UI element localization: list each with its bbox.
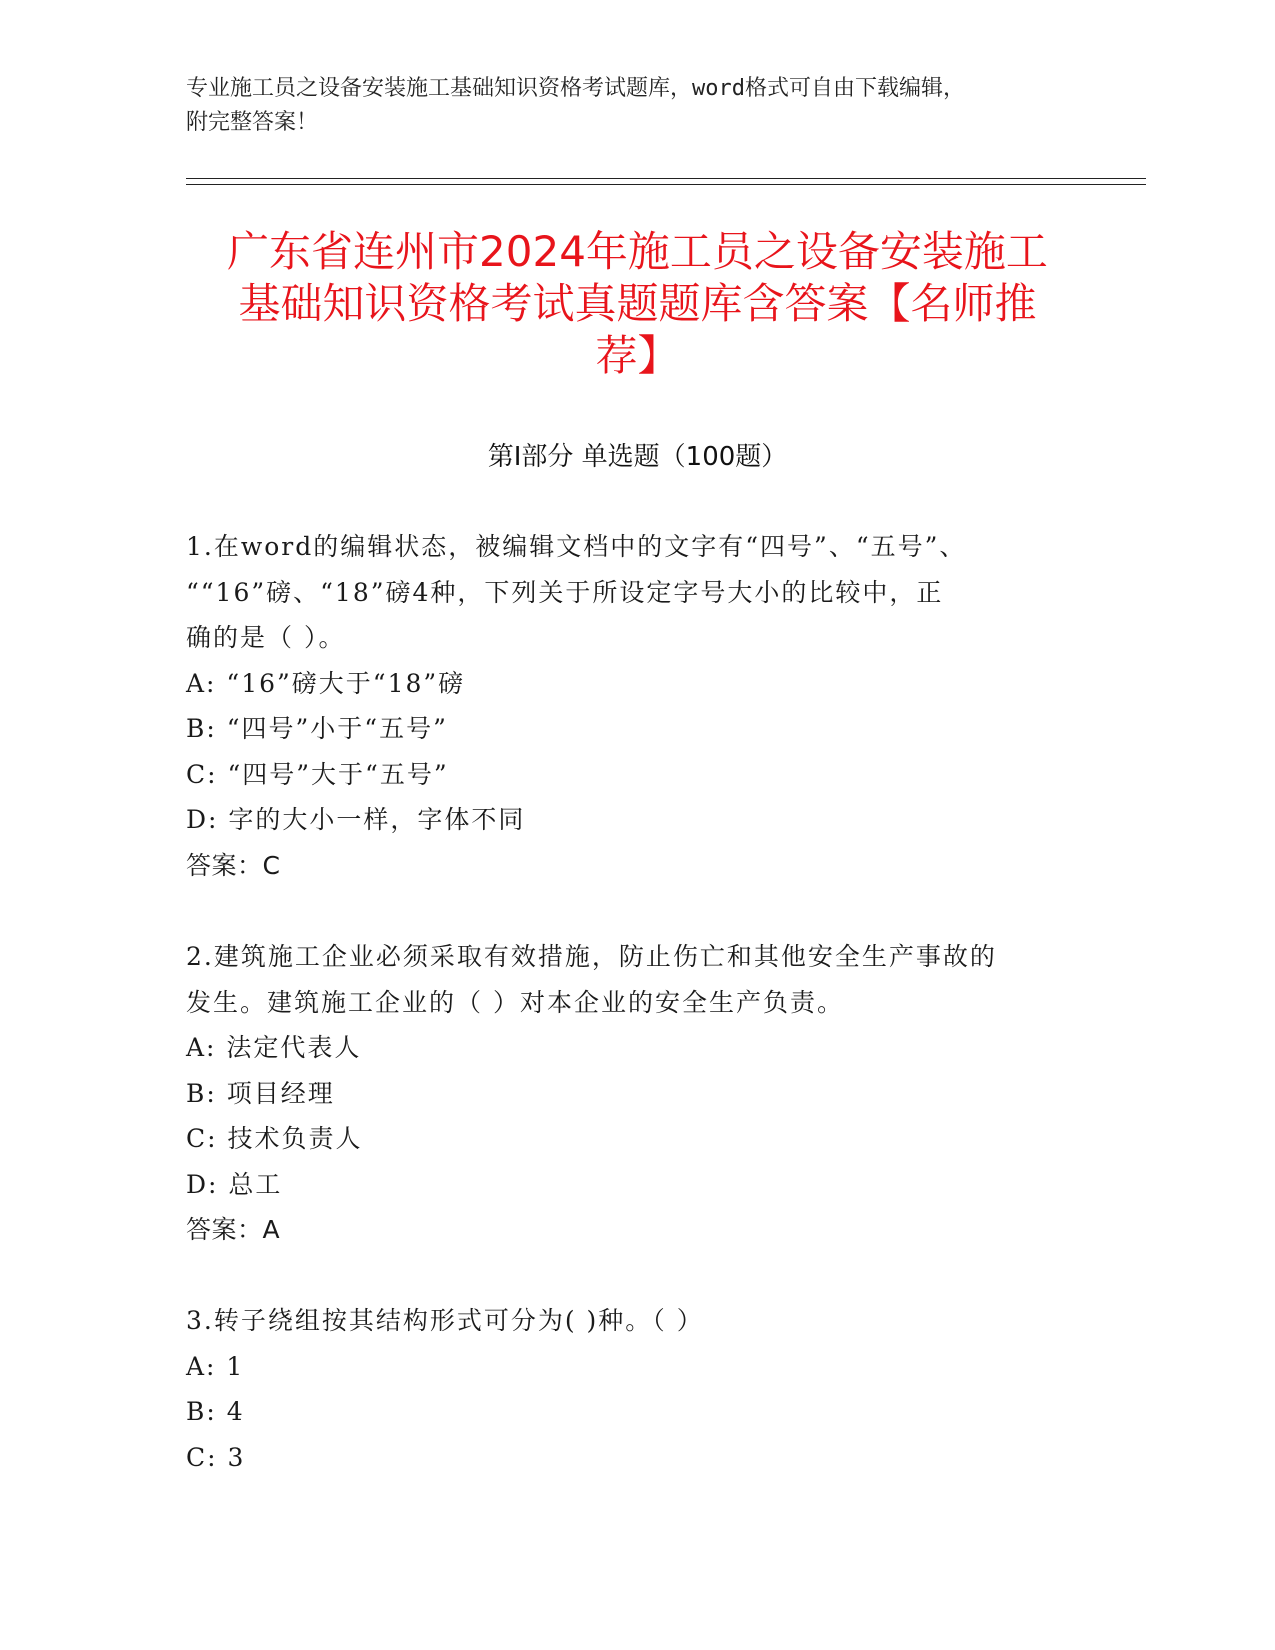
option-d: D: 字的大小一样，字体不同 xyxy=(186,805,526,834)
option-b: B: “四号”小于“五号” xyxy=(186,714,448,743)
question-2 xyxy=(186,934,1076,1253)
title-line-2: 基础知识资格考试真题题库含答案【名师推 xyxy=(238,279,1037,328)
option-c: C: 技术负责人 xyxy=(186,1124,363,1153)
option-d: D: 总工 xyxy=(186,1169,283,1199)
title-line-3: 荐】 xyxy=(595,331,680,380)
header-line-2: 附完整答案！ xyxy=(186,110,319,135)
answer: 答案：A xyxy=(186,1215,281,1244)
header-divider-top xyxy=(186,178,1146,179)
question-text-line: 3.转子绕组按其结构形式可分为( )种。（ ） xyxy=(186,1306,704,1335)
header-note xyxy=(186,72,1086,140)
option-c: C: “四号”大于“五号” xyxy=(186,759,449,789)
option-c: C: 3 xyxy=(186,1442,246,1472)
question-3 xyxy=(186,1298,1076,1480)
question-text-line: 2.建筑施工企业必须采取有效措施，防止伤亡和其他安全生产事故的 xyxy=(186,942,997,971)
option-a: A: “16”磅大于“18”磅 xyxy=(186,668,466,698)
question-text-line: ““16”磅、“18”磅4种，下列关于所设定字号大小的比较中，正 xyxy=(186,577,944,607)
header-divider-bottom xyxy=(186,184,1146,185)
option-b: B: 4 xyxy=(186,1397,245,1426)
title-line-1: 广东省连州市2024年施工员之设备安装施工 xyxy=(227,227,1048,276)
document-title xyxy=(180,226,1095,382)
header-line-1: 专业施工员之设备安装施工基础知识资格考试题库，word格式可自由下载编辑， xyxy=(186,76,965,101)
answer: 答案：C xyxy=(186,850,281,880)
question-text-line: 1.在word的编辑状态，被编辑文档中的文字有“四号”、“五号”、 xyxy=(186,532,967,561)
option-a: A: 1 xyxy=(186,1351,245,1381)
question-text-line: 发生。建筑施工企业的（ ）对本企业的安全生产负责。 xyxy=(186,987,844,1017)
option-a: A: 法定代表人 xyxy=(186,1033,362,1062)
question-text-line: 确的是（ ）。 xyxy=(186,623,346,652)
option-b: B: 项目经理 xyxy=(186,1078,335,1108)
section-heading: 第I部分 单选题（100题） xyxy=(487,442,788,472)
question-1 xyxy=(186,524,1076,888)
